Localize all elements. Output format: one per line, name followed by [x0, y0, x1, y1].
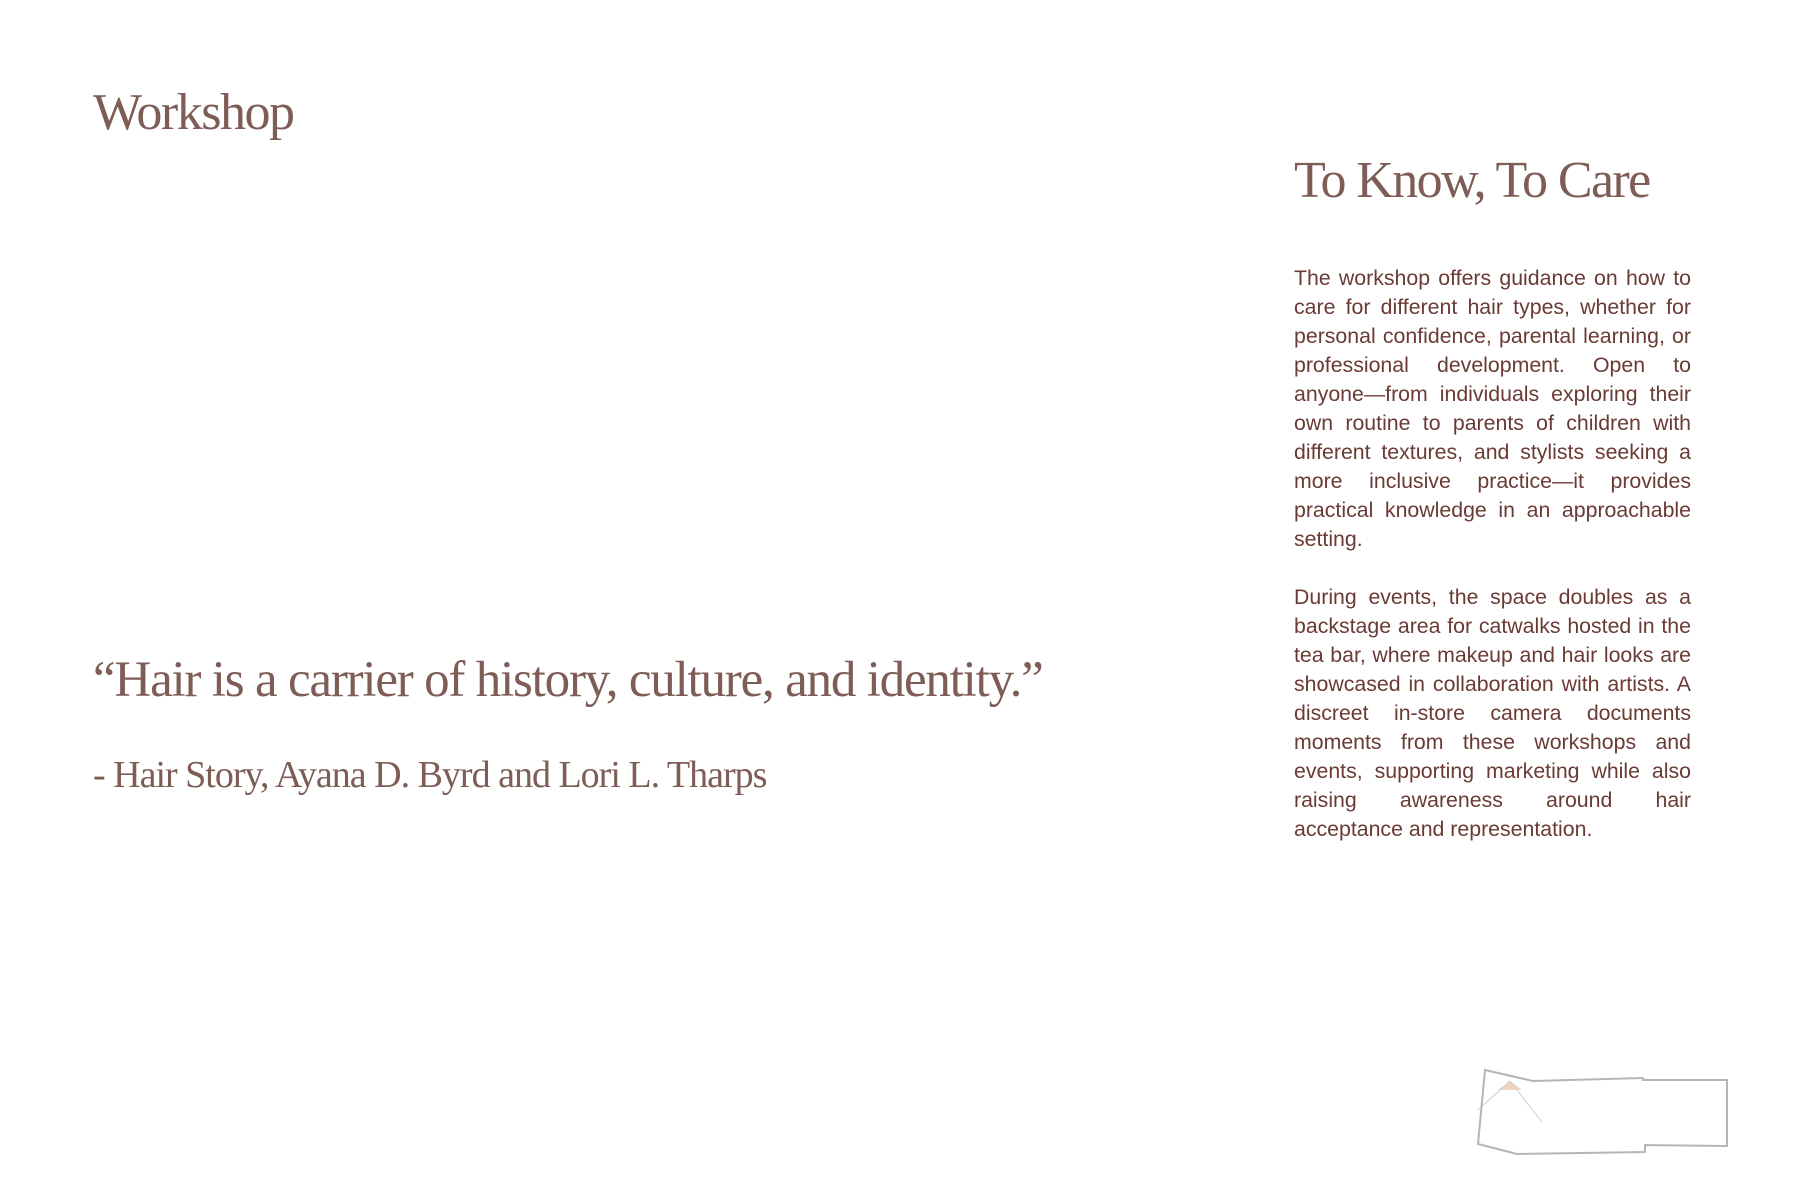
side-paragraph-1: The workshop offers guidance on how to care for different hair types, whether for personal confidence, parental learning, or professional development. Open to anyone—from individuals exploring their own routine to parents of children with different textures, and stylists seeking a more inclusive practice—it provides practical knowledge in an approachable setting. — [1294, 266, 1691, 552]
side-paragraph-2: During events, the space doubles as a backstage area for catwalks hosted in the tea bar, where makeup and hair looks are showcased in collaboration with artists. A discreet in-store camera documents moments from these workshops and events, supporting marketing while also raising awareness around hair acceptance and representation. — [1294, 585, 1691, 842]
floor-plan-diagram — [1470, 1062, 1740, 1177]
quote-block — [93, 650, 1243, 799]
side-title: To Know, To Care — [1294, 152, 1650, 209]
quote-text: “Hair is a carrier of history, culture, and identity.” — [93, 652, 1043, 708]
floor-plan-outline — [1478, 1070, 1727, 1154]
side-column — [1294, 150, 1691, 873]
quote-attribution: - Hair Story, Ayana D. Byrd and Lori L. Tharps — [93, 754, 767, 797]
side-body — [1294, 264, 1691, 844]
section-label: Workshop — [93, 84, 294, 141]
